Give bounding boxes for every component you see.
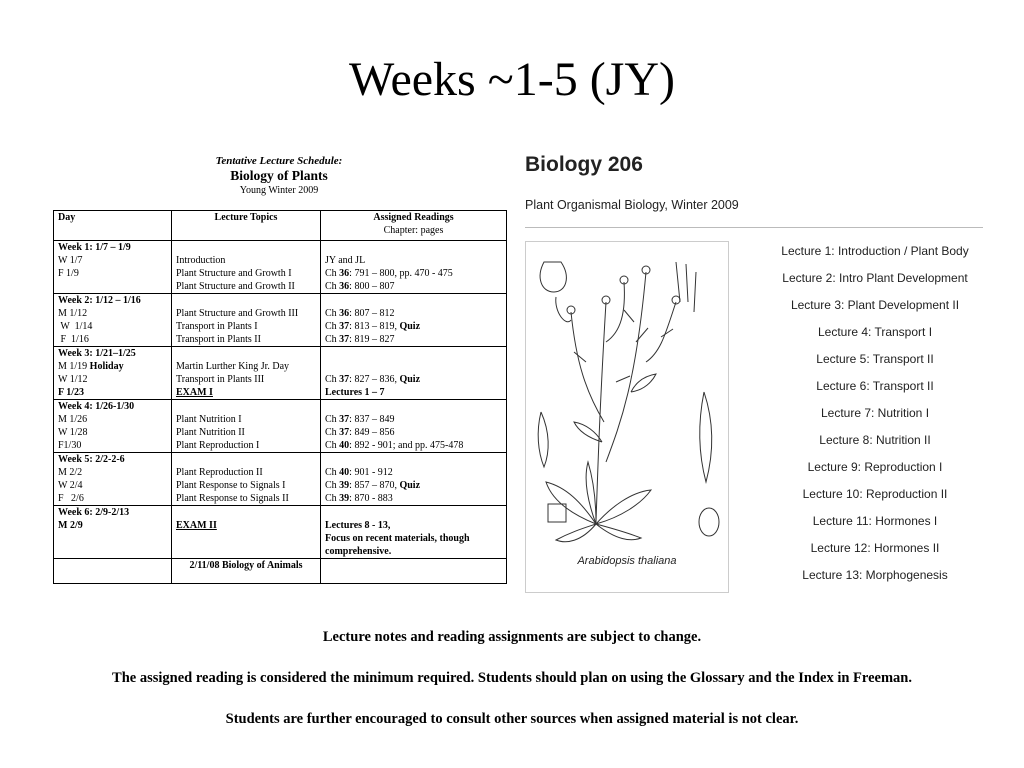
reading: Ch 36: 800 – 807 <box>325 281 395 292</box>
table-row <box>54 506 507 559</box>
note-text: Students are further encouraged to consult other sources when assigned material is not clear. <box>225 711 799 727</box>
col-readings-sub: Chapter: pages <box>383 225 444 236</box>
lecture-link[interactable]: Lecture 1: Introduction / Plant Body <box>781 244 969 258</box>
week-day-cell <box>54 453 172 506</box>
col-readings <box>321 211 507 241</box>
reading: Ch 37: 813 – 819, Quiz <box>325 321 421 332</box>
col-topics: Lecture Topics <box>172 211 321 241</box>
notes-section <box>0 629 1024 752</box>
day-label: F1/30 <box>58 440 82 451</box>
week-header: Week 2: 1/12 – 1/16 <box>58 295 141 306</box>
lecture-link[interactable]: Lecture 9: Reproduction I <box>807 460 943 474</box>
table-row <box>54 347 507 400</box>
lecture-link[interactable]: Lecture 4: Transport I <box>817 325 933 339</box>
topic: Plant Nutrition I <box>176 414 242 425</box>
lecture-link[interactable]: Lecture 3: Plant Development II <box>790 298 960 312</box>
readings-cell <box>321 506 507 559</box>
topic: Plant Response to Signals II <box>176 493 289 504</box>
readings-cell <box>321 241 507 294</box>
lecture-link[interactable]: Lecture 2: Intro Plant Development <box>782 271 968 285</box>
readings-cell <box>321 400 507 453</box>
biology-subtitle: Plant Organismal Biology, Winter 2009 <box>525 198 739 212</box>
schedule-heading <box>53 155 505 197</box>
col-day: Day <box>54 211 172 241</box>
reading: Focus on recent materials, though comprehensive. <box>325 533 470 557</box>
schedule-course: Biology of Plants <box>230 168 328 183</box>
week-day-cell <box>54 506 172 559</box>
week-header: Week 5: 2/2-2-6 <box>58 454 125 465</box>
lecture-list <box>765 243 985 594</box>
week-day-cell <box>54 241 172 294</box>
reading: Ch 37: 819 – 827 <box>325 334 395 345</box>
biology-title: Biology 206 <box>525 153 643 176</box>
reading: Ch 37: 837 – 849 <box>325 414 395 425</box>
reading: Ch 40: 892 - 901; and pp. 475-478 <box>325 440 464 451</box>
lecture-link[interactable]: Lecture 6: Transport II <box>816 379 934 393</box>
topic: Transport in Plants III <box>176 374 265 385</box>
last-row-topic: 2/11/08 Biology of Animals <box>172 559 321 584</box>
reading: Ch 37: 827 – 836, Quiz <box>325 374 421 385</box>
schedule-term: Young Winter 2009 <box>239 185 319 196</box>
topic: Plant Response to Signals I <box>176 480 286 491</box>
reading: Lectures 1 – 7 <box>325 387 385 398</box>
topics-cell <box>172 294 321 347</box>
day-label: W 1/28 <box>58 427 88 438</box>
topic: Plant Nutrition II <box>176 427 245 438</box>
lecture-link[interactable]: Lecture 7: Nutrition I <box>820 406 930 420</box>
schedule-table <box>53 210 507 584</box>
lecture-link[interactable]: Lecture 11: Hormones I <box>812 514 938 528</box>
table-row <box>54 559 507 584</box>
topic: Plant Reproduction I <box>176 440 260 451</box>
day-label: W 1/7 <box>58 255 83 266</box>
topic: Plant Structure and Growth III <box>176 308 299 319</box>
reading: Ch 39: 870 - 883 <box>325 493 393 504</box>
reading: Ch 40: 901 - 912 <box>325 467 393 478</box>
table-row <box>54 241 507 294</box>
topic: EXAM II <box>176 520 217 531</box>
day-label: M 2/9 <box>58 520 83 531</box>
day-label: W 2/4 <box>58 480 83 491</box>
day-label: F 1/9 <box>58 268 79 279</box>
reading: Ch 39: 857 – 870, Quiz <box>325 480 421 491</box>
plant-illustration <box>525 241 729 593</box>
readings-cell <box>321 347 507 400</box>
week-header: Week 1: 1/7 – 1/9 <box>58 242 131 253</box>
week-day-cell <box>54 294 172 347</box>
week-day-cell <box>54 347 172 400</box>
table-row <box>54 294 507 347</box>
day-label: M 1/12 <box>58 308 88 319</box>
reading: Ch 36: 807 – 812 <box>325 308 395 319</box>
week-day-cell <box>54 400 172 453</box>
topic: Transport in Plants I <box>176 321 258 332</box>
empty-cell <box>54 559 172 584</box>
lecture-link[interactable]: Lecture 8: Nutrition II <box>819 433 931 447</box>
lecture-link[interactable]: Lecture 12: Hormones II <box>810 541 940 555</box>
table-row <box>54 453 507 506</box>
table-header-row <box>54 211 507 241</box>
day-label: F 2/6 <box>58 493 84 504</box>
topic: Introduction <box>176 255 226 266</box>
topics-cell <box>172 347 321 400</box>
plant-caption: Arabidopsis thaliana <box>577 555 677 567</box>
note-text: Lecture notes and reading assignments are subject to change. <box>322 629 702 645</box>
topic: EXAM I <box>176 387 213 398</box>
readings-cell <box>321 294 507 347</box>
day-label: W 1/12 <box>58 374 88 385</box>
topic: Martin Lurther King Jr. Day <box>176 361 290 372</box>
topic: Plant Reproduction II <box>176 467 263 478</box>
topic: Plant Structure and Growth II <box>176 281 295 292</box>
empty-cell <box>321 559 507 584</box>
week-header: Week 3: 1/21–1/25 <box>58 348 136 359</box>
topic: Plant Structure and Growth I <box>176 268 292 279</box>
topics-cell <box>172 400 321 453</box>
lecture-link[interactable]: Lecture 10: Reproduction II <box>802 487 948 501</box>
day-label: M 1/26 <box>58 414 88 425</box>
topic: Transport in Plants II <box>176 334 261 345</box>
day-label: W 1/14 <box>58 321 93 332</box>
topics-cell <box>172 506 321 559</box>
week-header: Week 4: 1/26-1/30 <box>58 401 135 412</box>
lecture-link[interactable]: Lecture 13: Morphogenesis <box>802 568 948 582</box>
reading: Ch 36: 791 – 800, pp. 470 - 475 <box>325 268 453 279</box>
table-row <box>54 400 507 453</box>
slide-title: Weeks ~1-5 (JY) <box>348 53 675 106</box>
schedule-heading-label: Tentative Lecture Schedule: <box>215 155 343 167</box>
arabidopsis-drawing-icon <box>526 242 728 547</box>
reading: Ch 37: 849 – 856 <box>325 427 395 438</box>
week-header: Week 6: 2/9-2/13 <box>58 507 130 518</box>
reading: Lectures 8 - 13, <box>325 520 391 531</box>
reading: JY and JL <box>325 255 366 266</box>
day-label: M 2/2 <box>58 467 83 478</box>
note-text: The assigned reading is considered the minimum required. Students should plan on using the Glossary and the Index in Freeman. <box>112 670 912 686</box>
topics-cell <box>172 453 321 506</box>
day-label: M 1/19 Holiday <box>58 361 124 372</box>
divider <box>525 227 983 228</box>
topics-cell <box>172 241 321 294</box>
lecture-link[interactable]: Lecture 5: Transport II <box>816 352 934 366</box>
readings-cell <box>321 453 507 506</box>
day-label: F 1/16 <box>58 334 89 345</box>
day-label: F 1/23 <box>58 387 85 398</box>
col-readings-label: Assigned Readings <box>373 212 454 223</box>
